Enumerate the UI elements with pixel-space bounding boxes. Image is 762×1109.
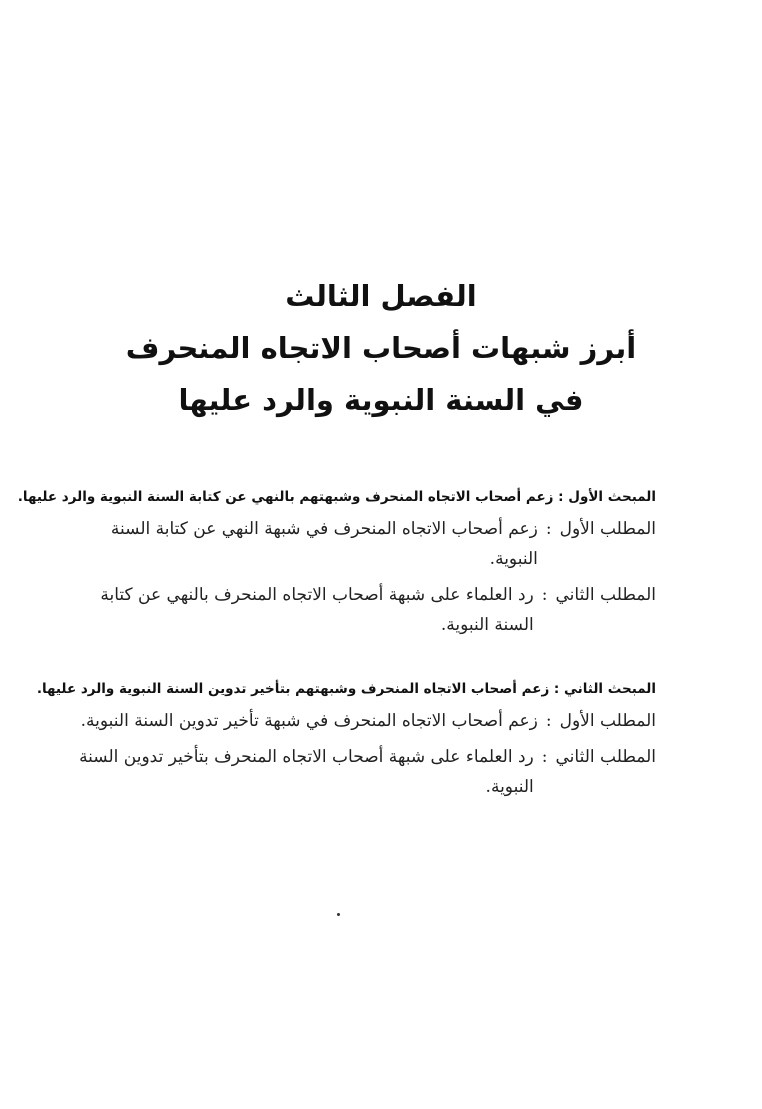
item-text: رد العلماء على شبهة أصحاب الاتجاه المنحرف بتأخير تدوين السنة النبوية. <box>79 747 534 797</box>
chapter-subtitle-line-1: أبرز شبهات أصحاب الاتجاه المنحرف <box>125 331 637 365</box>
section-1 <box>17 486 656 640</box>
section-2-item-2 <box>60 742 656 802</box>
section-2 <box>36 678 656 802</box>
section-2-heading: المبحث الثاني : زعم أصحاب الاتجاه المنحرف وشبهتهم بتأخير تدوين السنة النبوية والرد عليها. <box>36 681 656 697</box>
section-1-item-1 <box>60 514 656 574</box>
chapter-title: الفصل الثالث <box>285 279 477 313</box>
item-separator: : <box>545 519 552 539</box>
chapter-heading <box>60 270 702 426</box>
item-label: المطلب الأول <box>559 711 656 731</box>
section-1-heading: المبحث الأول : زعم أصحاب الاتجاه المنحرف وشبهتهم بالنهي عن كتابة السنة النبوية والرد عليها. <box>17 489 656 505</box>
item-text: زعم أصحاب الاتجاه المنحرف في شبهة تأخير تدوين السنة النبوية. <box>80 711 538 731</box>
item-separator: : <box>545 711 552 731</box>
item-text: زعم أصحاب الاتجاه المنحرف في شبهة النهي عن كتابة السنة النبوية. <box>110 519 538 569</box>
item-label: المطلب الثاني <box>555 747 656 767</box>
section-2-item-1 <box>60 706 656 736</box>
item-label: المطلب الثاني <box>555 585 656 605</box>
item-label: المطلب الأول <box>559 519 656 539</box>
item-separator: : <box>541 585 548 605</box>
section-1-item-2 <box>60 580 656 640</box>
item-text: رد العلماء على شبهة أصحاب الاتجاه المنحرف بالنهي عن كتابة السنة النبوية. <box>100 585 534 635</box>
item-separator: : <box>541 747 548 767</box>
stray-dot-mark <box>337 913 340 916</box>
chapter-subtitle-line-2: في السنة النبوية والرد عليها <box>178 383 584 417</box>
